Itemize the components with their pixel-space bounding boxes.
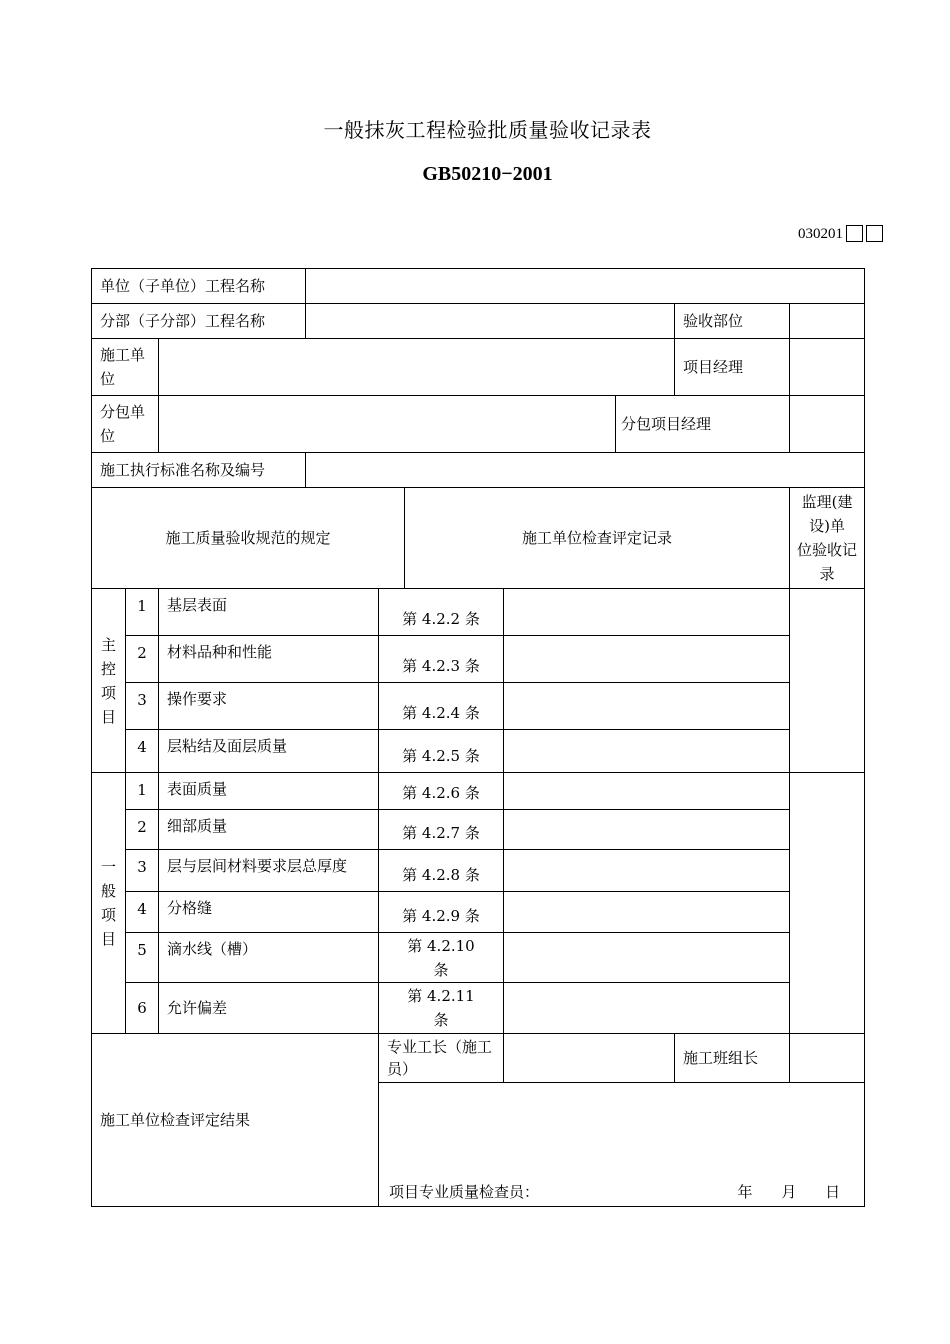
team-leader-field[interactable] — [790, 1034, 865, 1083]
sub-project-label: 分部（子分部）工程名称 — [92, 304, 306, 339]
item-number: 2 — [126, 636, 159, 683]
date-year: 年 — [737, 1183, 753, 1201]
project-manager-field[interactable] — [790, 339, 865, 396]
item-name: 层粘结及面层质量 — [159, 730, 379, 773]
signature-date — [714, 1180, 841, 1204]
item-clause: 第 4.2.6 条 — [379, 773, 504, 810]
sub-project-field[interactable] — [306, 304, 675, 339]
item-record-field[interactable] — [504, 933, 790, 983]
supervision-header-line2: 位验收记录 — [797, 541, 858, 583]
result-label: 施工单位检查评定结果 — [92, 1034, 379, 1207]
table-row — [92, 730, 865, 773]
construction-unit-field[interactable] — [159, 339, 675, 396]
item-clause: 第 4.2.4 条 — [379, 683, 504, 730]
general-items-label: 一 般 项 目 — [92, 773, 126, 1034]
standard-name-field[interactable] — [306, 453, 865, 488]
subcontract-manager-label: 分包项目经理 — [616, 396, 790, 453]
supervision-header-line1: 监理(建设)单 — [801, 493, 853, 535]
standard-name-label: 施工执行标准名称及编号 — [92, 453, 306, 488]
result-field[interactable] — [379, 1083, 865, 1207]
unit-project-label: 单位（子单位）工程名称 — [92, 269, 306, 304]
acceptance-part-field[interactable] — [790, 304, 865, 339]
form-code-box-2[interactable] — [866, 225, 883, 242]
foreman-field[interactable] — [504, 1034, 675, 1083]
subcontract-manager-field[interactable] — [790, 396, 865, 453]
project-manager-label: 项目经理 — [675, 339, 790, 396]
item-clause: 第 4.2.8 条 — [379, 850, 504, 892]
item-name: 材料品种和性能 — [159, 636, 379, 683]
table-row — [92, 892, 865, 933]
item-name: 分格缝 — [159, 892, 379, 933]
table-row — [92, 810, 865, 850]
foreman-label: 专业工长（施工员） — [379, 1034, 504, 1083]
item-record-field[interactable] — [504, 810, 790, 850]
unit-project-field[interactable] — [306, 269, 865, 304]
item-clause: 第 4.2.9 条 — [379, 892, 504, 933]
item-number: 5 — [126, 933, 159, 983]
form-code-number: 030201 — [798, 226, 843, 242]
main-items-label: 主 控 项 目 — [92, 589, 126, 773]
item-clause: 第 4.2.3 条 — [379, 636, 504, 683]
item-record-field[interactable] — [504, 636, 790, 683]
spec-header: 施工质量验收规范的规定 — [92, 488, 405, 589]
item-record-field[interactable] — [504, 589, 790, 636]
item-name: 允许偏差 — [159, 983, 379, 1034]
team-leader-label: 施工班组长 — [675, 1034, 790, 1083]
item-clause: 第 4.2.2 条 — [379, 589, 504, 636]
table-row — [92, 850, 865, 892]
item-number: 6 — [126, 983, 159, 1034]
table-row — [92, 683, 865, 730]
item-number: 4 — [126, 730, 159, 773]
item-clause: 第 4.2.5 条 — [379, 730, 504, 773]
item-record-field[interactable] — [504, 892, 790, 933]
item-clause: 第 4.2.11 条 — [379, 983, 504, 1034]
item-name: 细部质量 — [159, 810, 379, 850]
subcontract-unit-label: 分包单位 — [92, 396, 159, 453]
item-number: 3 — [126, 850, 159, 892]
item-record-field[interactable] — [504, 850, 790, 892]
table-row — [92, 636, 865, 683]
item-name: 基层表面 — [159, 589, 379, 636]
table-row — [92, 983, 865, 1034]
inspector-label: 项目专业质量检查员： — [389, 1183, 540, 1201]
item-number: 1 — [126, 589, 159, 636]
item-number: 2 — [126, 810, 159, 850]
subcontract-unit-field[interactable] — [159, 396, 616, 453]
form-code — [798, 226, 883, 243]
item-number: 4 — [126, 892, 159, 933]
item-name: 滴水线（槽） — [159, 933, 379, 983]
table-row — [92, 933, 865, 983]
page-title: 一般抹灰工程检验批质量验收记录表 — [323, 118, 652, 142]
general-supervision-field[interactable] — [790, 773, 865, 1034]
main-supervision-field[interactable] — [790, 589, 865, 773]
acceptance-record-table — [91, 268, 865, 1207]
construction-record-header: 施工单位检查评定记录 — [405, 488, 790, 589]
item-record-field[interactable] — [504, 773, 790, 810]
item-record-field[interactable] — [504, 730, 790, 773]
date-month: 月 — [781, 1183, 797, 1201]
item-clause: 第 4.2.10 条 — [379, 933, 504, 983]
item-record-field[interactable] — [504, 683, 790, 730]
item-clause: 第 4.2.7 条 — [379, 810, 504, 850]
construction-unit-label: 施工单位 — [92, 339, 159, 396]
item-record-field[interactable] — [504, 983, 790, 1034]
table-row — [92, 589, 865, 636]
acceptance-part-label: 验收部位 — [675, 304, 790, 339]
item-name: 操作要求 — [159, 683, 379, 730]
item-number: 1 — [126, 773, 159, 810]
item-number: 3 — [126, 683, 159, 730]
item-name: 表面质量 — [159, 773, 379, 810]
item-name: 层与层间材料要求层总厚度 — [159, 850, 379, 892]
table-row — [92, 773, 865, 810]
date-day: 日 — [825, 1183, 841, 1201]
supervision-record-header — [790, 488, 865, 589]
form-code-box-1[interactable] — [846, 225, 863, 242]
standard-code: GB50210−2001 — [422, 163, 553, 185]
